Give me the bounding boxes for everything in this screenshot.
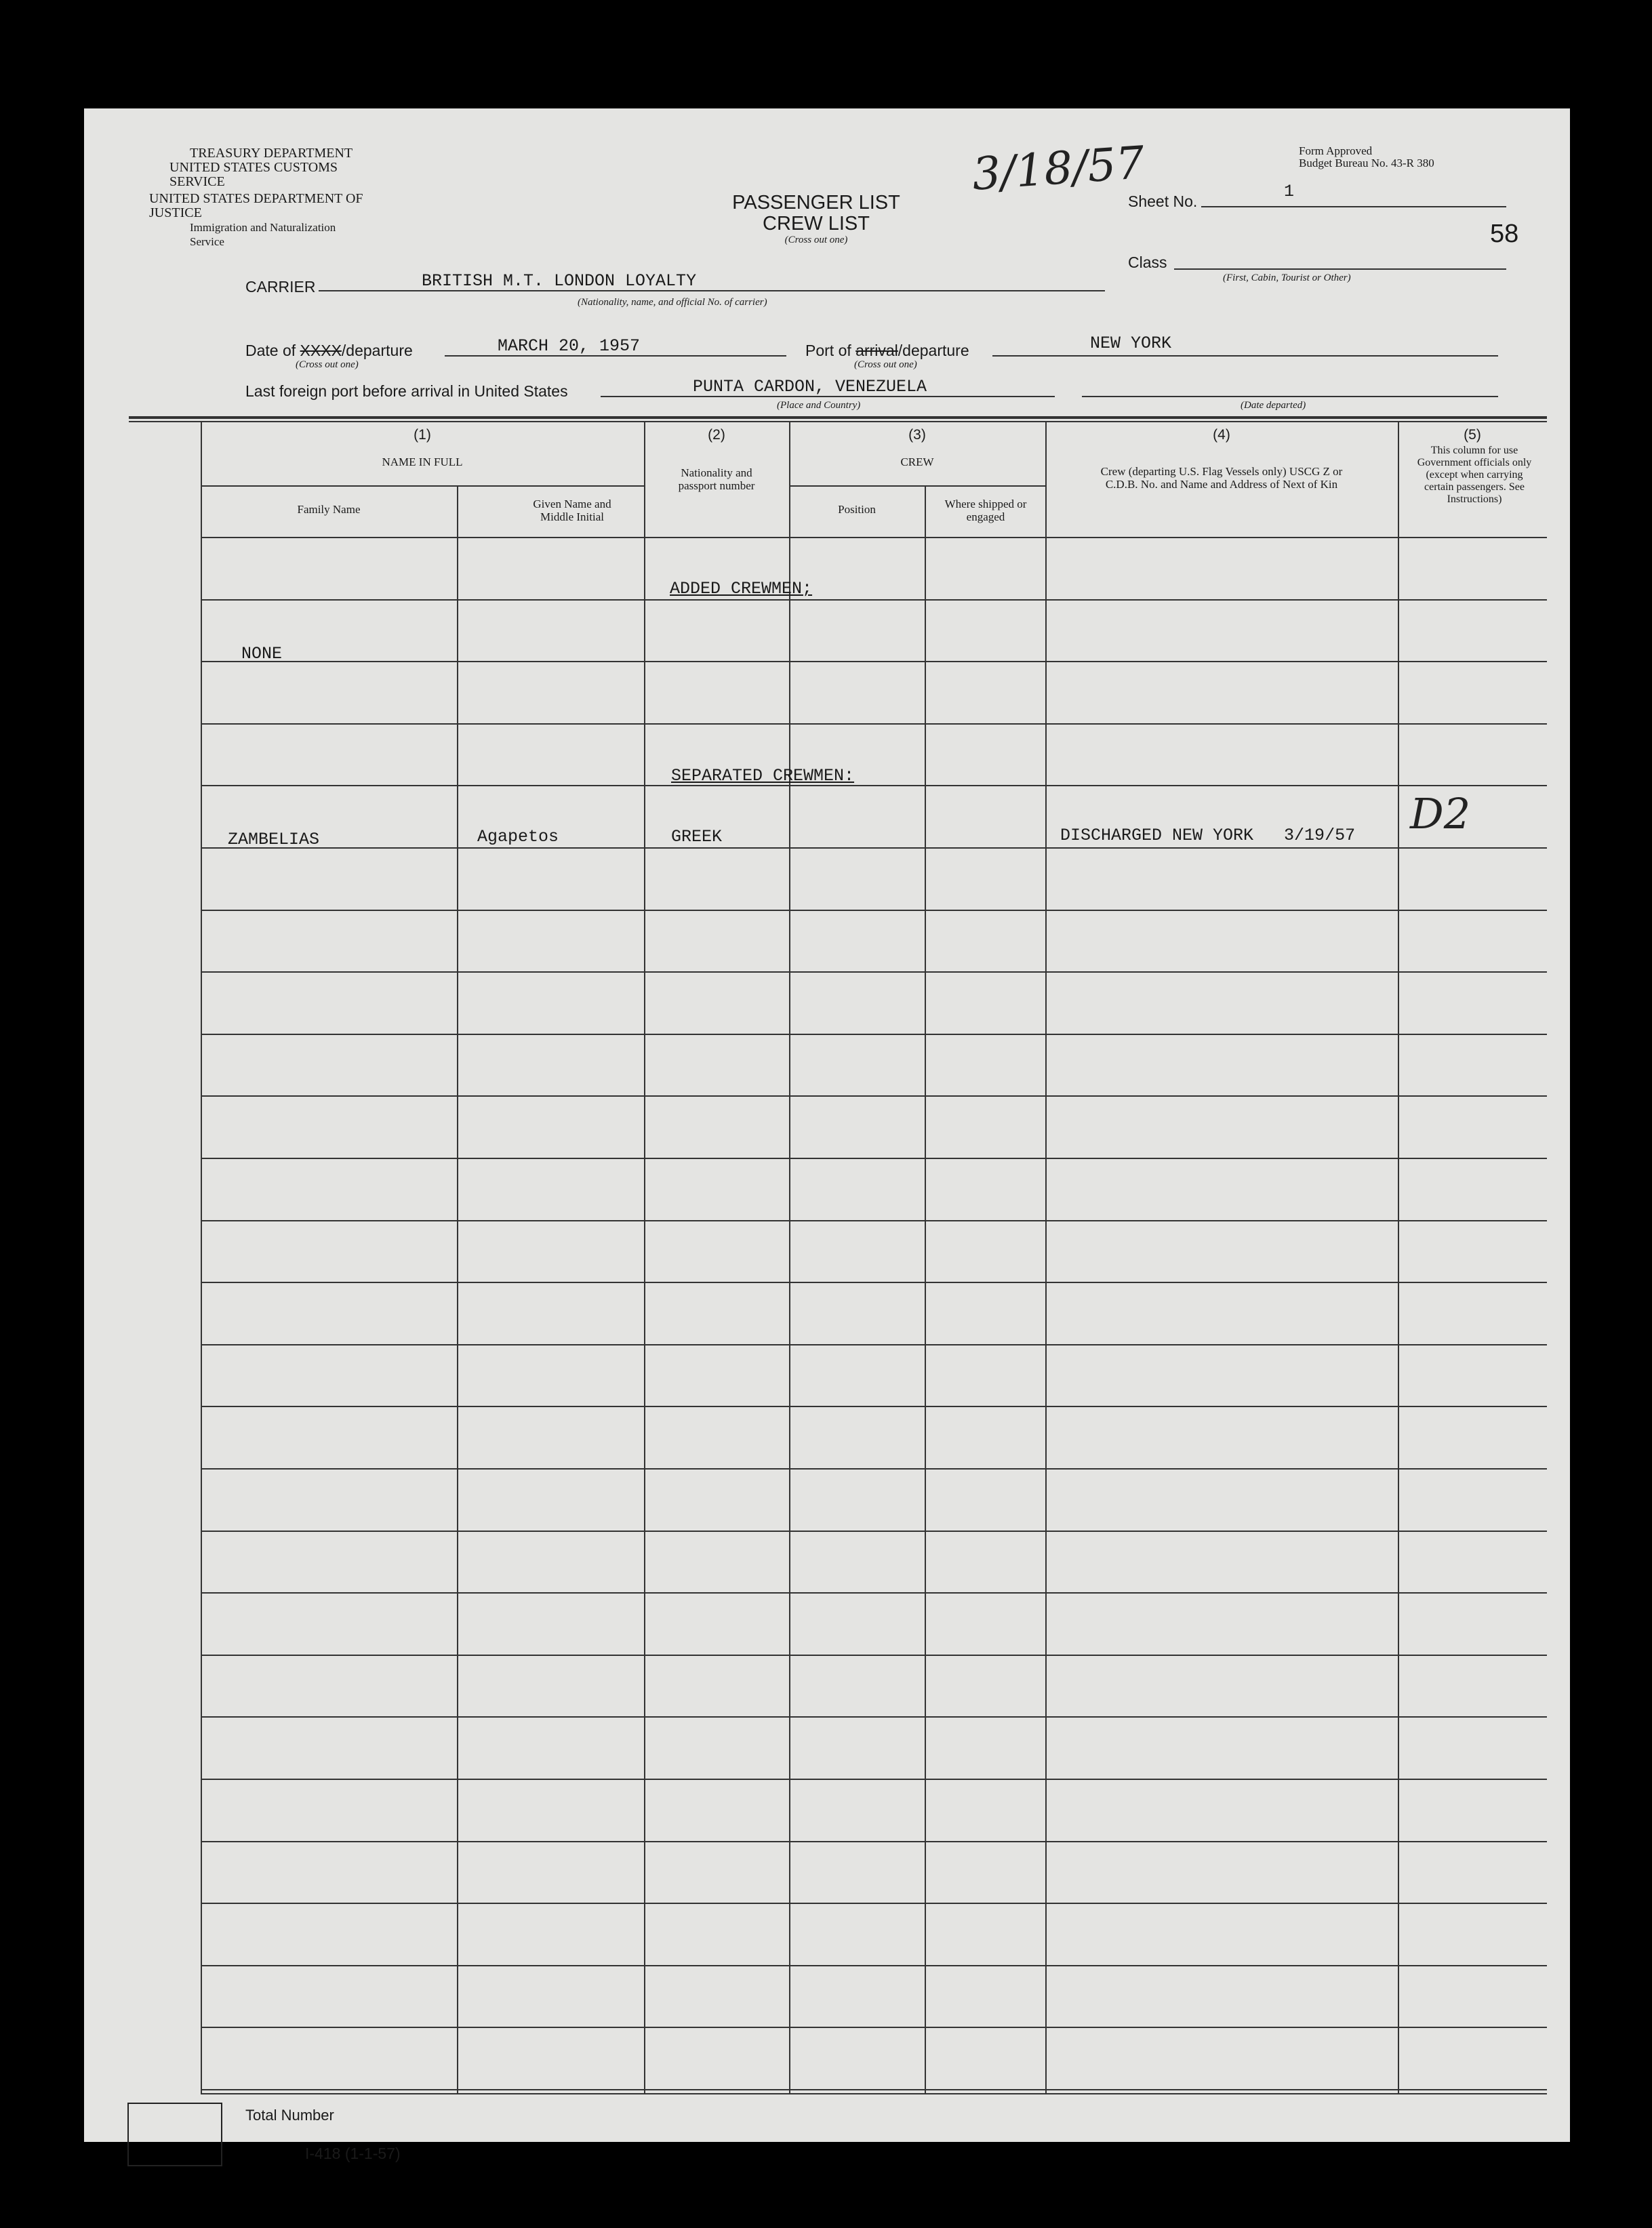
remark-cell: DISCHARGED NEW YORK 3/19/57 bbox=[1060, 826, 1356, 845]
table-row-line bbox=[201, 1095, 1547, 1097]
col-divider-where bbox=[925, 487, 926, 2093]
col-divider-5 bbox=[1398, 422, 1399, 2093]
table-row-line bbox=[201, 1779, 1547, 1780]
agency-line2: UNITED STATES CUSTOMS SERVICE bbox=[169, 160, 338, 189]
table-row-line bbox=[201, 1220, 1547, 1221]
port-label-prefix: Port of bbox=[805, 342, 856, 359]
handwritten-date: 3/18/57 bbox=[970, 136, 1146, 201]
col-divider-4 bbox=[1045, 422, 1047, 2093]
agency-line4: Immigration and Naturalization Service bbox=[190, 221, 336, 248]
form-approved-line1: Form Approved bbox=[1299, 144, 1373, 157]
table-row-line bbox=[201, 910, 1547, 911]
total-number-label: Total Number bbox=[245, 2107, 334, 2124]
given-name-cell: Agapetos bbox=[477, 827, 559, 847]
date-value: MARCH 20, 1957 bbox=[498, 336, 641, 356]
carrier-caption: (Nationality, name, and official No. of carrier) bbox=[578, 297, 767, 308]
family-name-cell: ZAMBELIAS bbox=[228, 830, 320, 849]
table-row-line bbox=[201, 661, 1547, 662]
sheet-underline bbox=[1201, 206, 1506, 207]
table-row-line bbox=[201, 1655, 1547, 1656]
sheet-value: 1 bbox=[1284, 182, 1295, 201]
nationality-cell: GREEK bbox=[671, 827, 723, 847]
table-row-line bbox=[201, 1344, 1547, 1345]
col-divider-3 bbox=[789, 422, 790, 2093]
col3-position: Position bbox=[838, 503, 876, 516]
agency-header bbox=[149, 146, 366, 249]
table-row-line bbox=[201, 1841, 1547, 1842]
last-port-caption: (Place and Country) bbox=[777, 400, 861, 411]
port-underline bbox=[992, 355, 1498, 357]
col1-given-name: Given Name and Middle Initial bbox=[533, 498, 611, 523]
agency-line1: TREASURY DEPARTMENT bbox=[190, 146, 353, 161]
carrier-label: CARRIER bbox=[245, 278, 316, 296]
col1-title: NAME IN FULL bbox=[382, 455, 463, 468]
date-caption: (Cross out one) bbox=[296, 359, 359, 370]
table-row-line bbox=[201, 2089, 1547, 2090]
table-row-line bbox=[201, 971, 1547, 973]
class-label: Class bbox=[1128, 254, 1167, 271]
carrier-value: BRITISH M.T. LONDON LOYALTY bbox=[422, 271, 697, 291]
table-top-rule bbox=[129, 416, 1547, 419]
class-underline bbox=[1174, 268, 1506, 270]
form-approved bbox=[1299, 145, 1434, 169]
col5-title: This column for use Government officials only (except when carrying certain passengers. See Instructions) bbox=[1417, 445, 1532, 505]
table-row-line bbox=[201, 785, 1547, 786]
added-crewmen-heading: ADDED CREWMEN; bbox=[670, 579, 813, 599]
table-row-line bbox=[201, 1282, 1547, 1283]
table-top-rule-2 bbox=[129, 421, 1547, 422]
col1-family-name: Family Name bbox=[297, 503, 361, 516]
added-none: NONE bbox=[241, 644, 283, 664]
table-row-line bbox=[201, 1406, 1547, 1407]
port-label-suffix: /departure bbox=[898, 342, 969, 359]
form-approved-line2: Budget Bureau No. 43-R 380 bbox=[1299, 157, 1434, 169]
col2-number: (2) bbox=[708, 427, 725, 443]
col3-sub-rule bbox=[789, 485, 1045, 487]
col1-number: (1) bbox=[414, 427, 431, 443]
total-number-box[interactable] bbox=[127, 2103, 222, 2166]
table-row-line bbox=[201, 1716, 1547, 1718]
col1-sub-rule bbox=[201, 485, 644, 487]
date-label-suffix: /departure bbox=[341, 342, 413, 359]
table-row-line bbox=[201, 1468, 1547, 1470]
date-label-prefix: Date of bbox=[245, 342, 300, 359]
col-divider-2 bbox=[644, 422, 645, 2093]
title-note: (Cross out one) bbox=[784, 235, 848, 245]
col3-title: CREW bbox=[900, 455, 934, 468]
date-departed-caption: (Date departed) bbox=[1241, 400, 1306, 411]
table-row-line bbox=[201, 1158, 1547, 1159]
col4-number: (4) bbox=[1213, 427, 1230, 443]
table-row-line bbox=[201, 847, 1547, 849]
port-label bbox=[805, 342, 969, 360]
table-row-line bbox=[201, 1034, 1547, 1035]
table-row-line bbox=[201, 599, 1547, 601]
table-row-line bbox=[201, 1531, 1547, 1532]
form-sheet bbox=[84, 108, 1570, 2162]
title-crew-list: CREW LIST bbox=[763, 213, 870, 235]
table-left-border bbox=[201, 422, 202, 2093]
port-caption: (Cross out one) bbox=[854, 359, 917, 370]
date-departed-underline bbox=[1082, 396, 1498, 397]
col-divider-given bbox=[457, 487, 458, 2093]
table-row-line bbox=[201, 2027, 1547, 2028]
sheet-label: Sheet No. bbox=[1128, 193, 1198, 210]
table-row-line bbox=[201, 1903, 1547, 1904]
table-row-line bbox=[201, 723, 1547, 725]
header-bottom-rule bbox=[201, 537, 1547, 538]
table-bottom-border bbox=[201, 2093, 1547, 2094]
col2-title: Nationality and passport number bbox=[678, 466, 755, 492]
class-caption: (First, Cabin, Tourist or Other) bbox=[1223, 272, 1351, 283]
table-row-line bbox=[201, 1965, 1547, 1966]
official-mark: D2 bbox=[1410, 789, 1471, 838]
port-label-struck: arrival bbox=[855, 342, 898, 359]
port-value: NEW YORK bbox=[1090, 333, 1172, 353]
separated-crewmen-heading: SEPARATED CREWMEN: bbox=[671, 766, 855, 786]
date-label-struck: XXXX bbox=[300, 342, 342, 359]
form-number: I-418 (1-1-57) bbox=[305, 2145, 401, 2162]
col3-where-shipped: Where shipped or engaged bbox=[944, 498, 1027, 523]
last-port-value: PUNTA CARDON, VENEZUELA bbox=[693, 377, 927, 397]
title-passenger-list: PASSENGER LIST bbox=[732, 192, 900, 214]
agency-line3: UNITED STATES DEPARTMENT OF JUSTICE bbox=[149, 191, 363, 220]
date-label bbox=[245, 342, 413, 360]
col4-title: Crew (departing U.S. Flag Vessels only) USCG Z or C.D.B. No. and Name and Address of Next of Kin bbox=[1100, 465, 1343, 491]
col5-number: (5) bbox=[1464, 427, 1481, 443]
last-port-label: Last foreign port before arrival in United States bbox=[245, 382, 568, 400]
page-number: 58 bbox=[1490, 220, 1519, 248]
col3-number: (3) bbox=[908, 427, 926, 443]
table-row-line bbox=[201, 1592, 1547, 1594]
form-title bbox=[714, 193, 918, 246]
